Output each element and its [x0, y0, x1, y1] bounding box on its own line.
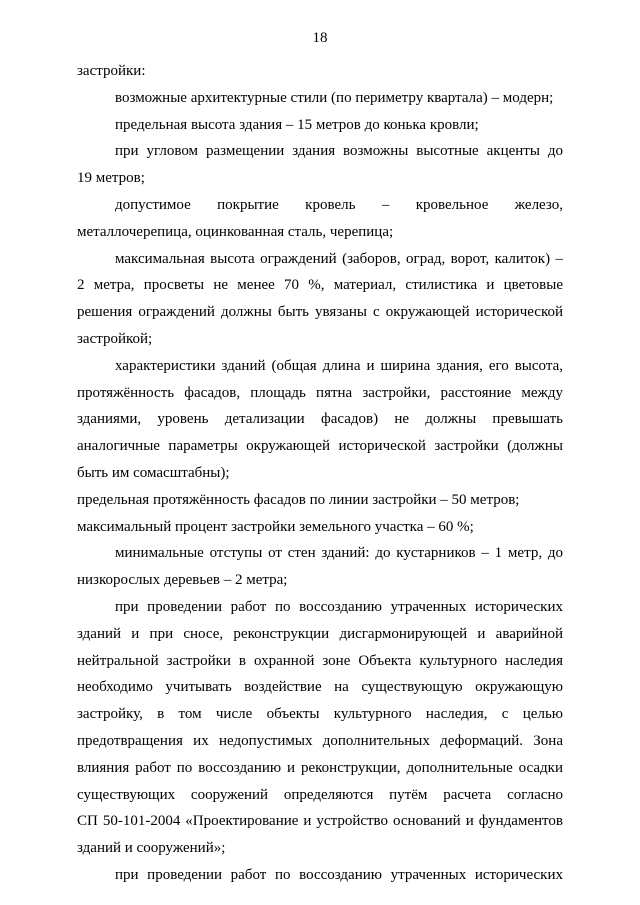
text-line: застройкой; [77, 330, 153, 347]
text-line: при угловом размещении здания возможны высотные акценты до [115, 143, 563, 160]
text-line: влияния работ по воссозданию и реконструкции, дополнительные осадки [77, 759, 563, 776]
text-line: при проведении работ по воссозданию утраченных исторических [115, 598, 563, 615]
text-line: зданий и сооружений»; [77, 840, 226, 857]
text-line: металлочерепица, оцинкованная сталь, черепица; [77, 223, 394, 240]
document-body [77, 58, 563, 889]
text-line: при проведении работ по воссозданию утраченных исторических [115, 866, 563, 883]
text-line: максимальная высота ограждений (заборов, оград, ворот, калиток) – [115, 250, 563, 267]
text-line: протяжённость фасадов, площадь пятна застройки, расстояние между [77, 384, 563, 401]
text-line: существующих сооружений определяются путём расчета согласно [77, 786, 563, 803]
text-line: допустимое покрытие кровель – кровельное железо, [115, 196, 563, 213]
text-line: СП 50-101-2004 «Проектирование и устройство оснований и фундаментов [77, 813, 563, 830]
text-line: необходимо учитывать воздействие на существующую окружающую [77, 679, 563, 696]
text-line: 19 метров; [77, 170, 145, 187]
text-line: 2 метра, просветы не менее 70 %, материал, стилистика и цветовые [77, 277, 563, 294]
text-line: зданиями, уровень детализации фасадов) не должны превышать [77, 411, 563, 428]
text-line: застройку, в том числе объекты культурного наследия, с целью [77, 706, 563, 723]
text-line: предельная высота здания – 15 метров до конька кровли; [115, 116, 479, 133]
text-line: зданий и при сносе, реконструкции дисгармонирующей и аварийной [77, 625, 563, 642]
text-line: возможные архитектурные стили (по периметру квартала) – модерн; [115, 89, 554, 106]
text-line: решения ограждений должны быть увязаны с окружающей исторической [77, 304, 563, 321]
text-line: быть им сомасштабны); [77, 464, 230, 481]
text-line: минимальные отступы от стен зданий: до кустарников – 1 метр, до [115, 545, 563, 562]
text-line: низкорослых деревьев – 2 метра; [77, 572, 288, 589]
text-line: максимальный процент застройки земельного участка – 60 %; [77, 518, 474, 535]
text-line: предотвращения их недопустимых дополнительных деформаций. Зона [77, 732, 563, 749]
page-number: 18 [312, 30, 328, 46]
text-line: нейтральной застройки в охранной зоне Объекта культурного наследия [77, 652, 563, 669]
text-line: застройки: [77, 63, 146, 79]
text-line: характеристики зданий (общая длина и ширина здания, его высота, [115, 357, 563, 374]
text-line: предельная протяжённость фасадов по линии застройки – 50 метров; [77, 491, 520, 508]
text-line: аналогичные параметры окружающей исторической застройки (должны [77, 438, 563, 455]
